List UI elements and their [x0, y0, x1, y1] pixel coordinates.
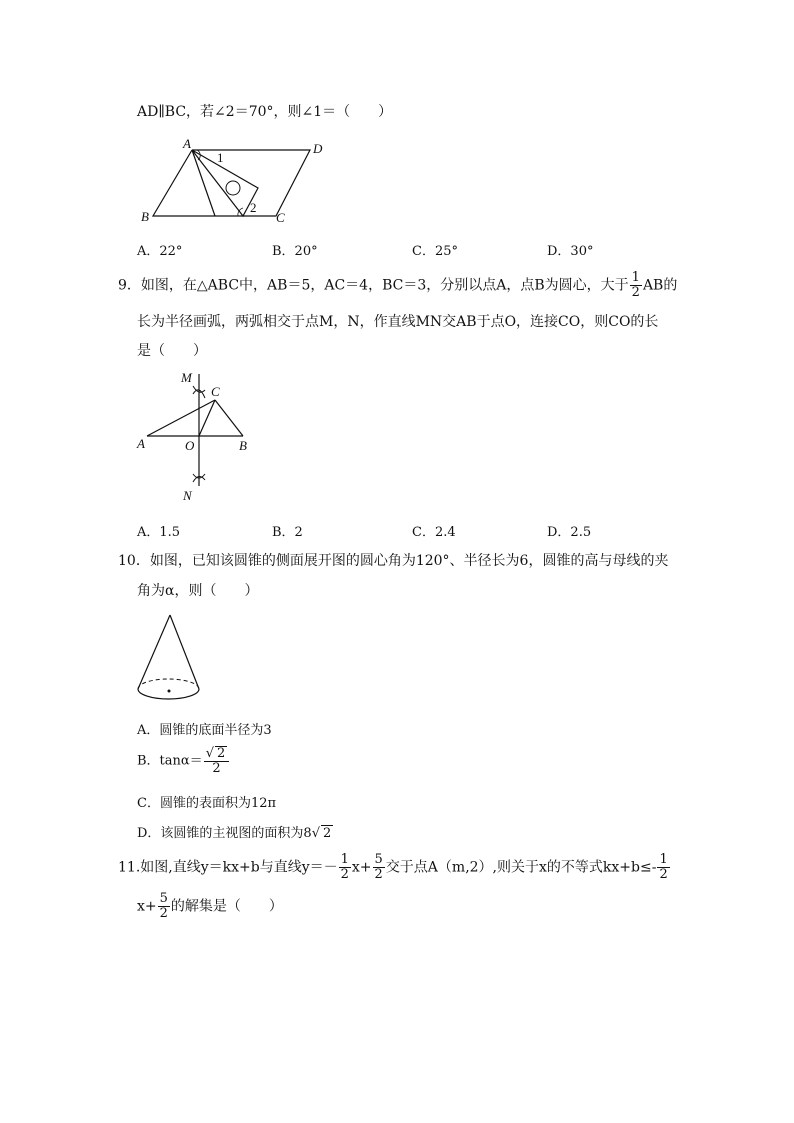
- q11-line2-x: x+: [137, 898, 157, 915]
- q10-option-d-sqrt: 2: [323, 826, 332, 841]
- q10-line1: 10．如图，已知该圆锥的侧面展开图的圆心角为120°、半径长为6，圆锥的高与母线的夹: [118, 553, 669, 569]
- q10-option-d: D．该圆锥的主视图的面积为8√ 2: [137, 826, 332, 841]
- label-angle1: 1: [217, 150, 224, 165]
- q9-fraction: $\frac{1}{2}$: [631, 270, 640, 300]
- q8-option-c: C．25°: [412, 244, 458, 259]
- q10-line2: 角为α，则（ ）: [137, 583, 259, 599]
- label-M: M: [181, 370, 192, 385]
- q8-option-b: B．20°: [272, 244, 318, 259]
- q11-frac-3: $\frac{1}{2}$: [659, 852, 668, 882]
- label-A: A: [137, 436, 145, 451]
- q11-line1-text: 11.如图,直线y＝kx+b与直线y＝－: [118, 859, 338, 876]
- q10-option-a: A．圆锥的底面半径为3: [137, 723, 272, 738]
- q9-line3: 是（ ）: [137, 343, 207, 359]
- q10-option-b-fraction: $\frac{√ 2}{2}$: [204, 746, 230, 776]
- label-A: A: [183, 136, 191, 151]
- q11-line2: [137, 892, 283, 921]
- q11-line1: [118, 853, 671, 882]
- q10-cone-figure: [135, 612, 215, 707]
- q10-option-b-text: B．tanα＝: [137, 753, 203, 769]
- q11-frac-4: $\frac{5}{2}$: [159, 891, 168, 921]
- q10-option-c: C．圆锥的表面积为12π: [137, 796, 277, 811]
- q9-figure: [135, 370, 275, 503]
- q11-frac-1: $\frac{1}{2}$: [340, 852, 349, 882]
- label-D: D: [313, 141, 323, 156]
- label-C: C: [211, 384, 220, 399]
- label-C: C: [276, 210, 285, 225]
- q9-line1-text: 9．如图，在△ABC中，AB＝5，AC＝4，BC＝3，分别以点A，点B为圆心，大于: [118, 277, 629, 294]
- q9-line2: 长为半径画弧，两弧相交于点M，N，作直线MN交AB于点O，连接CO，则CO的长: [137, 314, 659, 330]
- q9-option-c: C．2.4: [412, 525, 456, 540]
- q9-option-d: D．2.5: [547, 525, 592, 540]
- q9-option-a: A．1.5: [137, 525, 181, 540]
- q11-line1-tail: 交于点A（m,2）,则关于x的不等式kx+b≤-: [385, 859, 657, 876]
- q9-line1-tail: AB的: [642, 277, 678, 294]
- q11-line1-x: x+: [351, 859, 372, 876]
- q11-frac-2: $\frac{5}{2}$: [374, 852, 383, 882]
- q8-option-a: A．22°: [137, 244, 183, 259]
- q8-option-d: D．30°: [547, 244, 594, 259]
- q9-option-b: B．2: [272, 525, 303, 540]
- label-angle2: 2: [250, 200, 257, 215]
- q8-stem: AD∥BC，若∠2＝70°，则∠1＝（ ）: [137, 104, 393, 120]
- label-O: O: [185, 438, 195, 453]
- label-B: B: [239, 438, 247, 453]
- q10-option-b: [137, 746, 230, 776]
- label-N: N: [183, 488, 192, 503]
- q10-option-d-text: D．该圆锥的主视图的面积为8: [137, 826, 312, 841]
- q9-line1: [118, 271, 677, 300]
- q11-line2-tail: 的解集是（ ）: [170, 898, 283, 915]
- label-B: B: [141, 209, 149, 224]
- q8-figure: [135, 138, 355, 223]
